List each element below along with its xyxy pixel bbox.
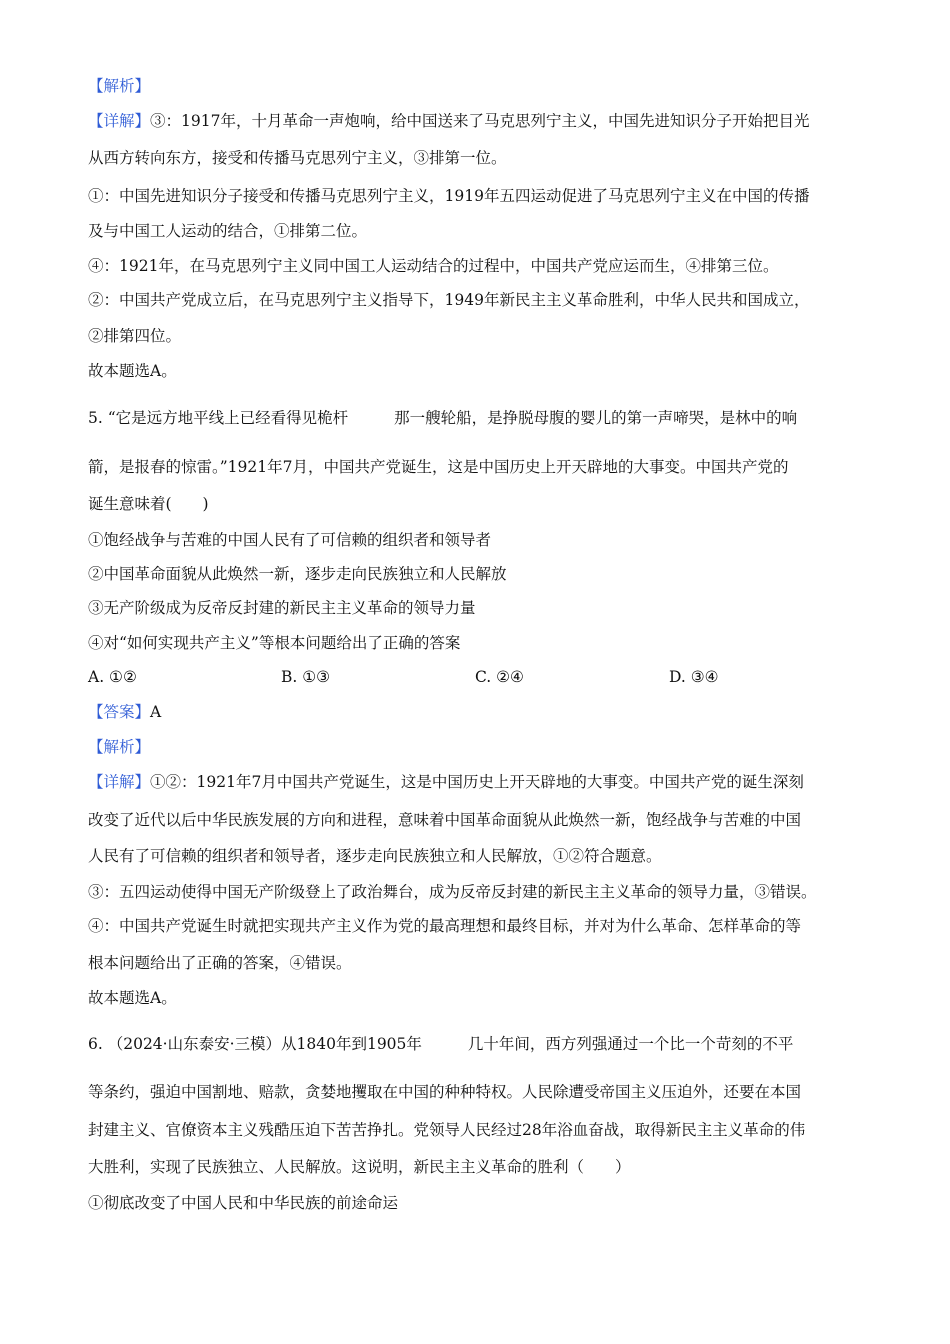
q5-item-3: ③无产阶级成为反帝反封建的新民主主义革命的领导力量 [88, 599, 476, 617]
q5-conclusion: 故本题选A。 [88, 989, 177, 1007]
q5-stem-line-2: 箭，是报春的惊雷。”1921年7月，中国共产党诞生，这是中国历史上开天辟地的大事变。中国共产党的 [88, 458, 789, 476]
q6-stem-line-4: 大胜利，实现了民族独立、人民解放。这说明，新民主主义革命的胜利（ ） [88, 1158, 631, 1176]
q5-answer: 【答案】A [88, 703, 162, 721]
q5-option-d: D. ③④ [669, 668, 719, 686]
q4-detail-line-7: ②排第四位。 [88, 327, 182, 345]
q6-stem-line-2: 等条约，强迫中国割地、赔款，贪婪地攫取在中国的种种特权。人民除遭受帝国主义压迫外，还要在本国 [88, 1083, 802, 1101]
detail-label: 【详解】 [88, 112, 151, 130]
q5-detail-line-1: 【详解】①②：1921年7月中国共产党诞生，这是中国历史上开天辟地的大事变。中国共产党的诞生深刻 [88, 773, 804, 791]
q5-option-a: A. ①② [88, 668, 137, 686]
q5-detail-line-3: 人民有了可信赖的组织者和领导者，逐步走向民族独立和人民解放，①②符合题意。 [88, 847, 662, 865]
q4-detail-line-3: ①：中国先进知识分子接受和传播马克思列宁主义，1919年五四运动促进了马克思列宁主义在中国的传播 [88, 187, 810, 205]
q6-item-1: ①彻底改变了中国人民和中华民族的前途命运 [88, 1194, 399, 1212]
q5-detail-line-4: ③：五四运动使得中国无产阶级登上了政治舞台，成为反帝反封建的新民主主义革命的领导力量，③错误。 [88, 883, 817, 901]
q5-item-2: ②中国革命面貌从此焕然一新，逐步走向民族独立和人民解放 [88, 565, 507, 583]
analysis-label: 【解析】 [88, 738, 151, 756]
q5-stem-line-1: 5. “它是远方地平线上已经看得见桅杆 那一艘轮船，是挣脱母腹的婴儿的第一声啼哭，是林中的响 [88, 409, 798, 427]
detail-label: 【详解】 [88, 773, 151, 791]
q5-detail-line-5: ④：中国共产党诞生时就把实现共产主义作为党的最高理想和最终目标，并对为什么革命、怎样革命的等 [88, 917, 802, 935]
q4-detail-line-1: 【详解】③：1917年，十月革命一声炮响，给中国送来了马克思列宁主义，中国先进知识分子开始把目光 [88, 112, 810, 130]
q5-detail-line-2: 改变了近代以后中华民族发展的方向和进程，意味着中国革命面貌从此焕然一新，饱经战争与苦难的中国 [88, 811, 802, 829]
q5-detail-line-6: 根本问题给出了正确的答案，④错误。 [88, 954, 352, 972]
q5-item-1: ①饱经战争与苦难的中国人民有了可信赖的组织者和领导者 [88, 531, 492, 549]
q5-option-b: B. ①③ [281, 668, 331, 686]
q4-detail-line-2: 从西方转向东方，接受和传播马克思列宁主义，③排第一位。 [88, 149, 507, 167]
q4-detail-line-6: ②：中国共产党成立后，在马克思列宁主义指导下，1949年新民主主义革命胜利，中华人民共和国成立， [88, 291, 810, 309]
q5-option-c: C. ②④ [475, 668, 524, 686]
q6-stem-line-1: 6. （2024·山东泰安·三模）从1840年到1905年 几十年间，西方列强通过一个比一个苛刻的不平 [88, 1035, 794, 1053]
q5-item-4: ④对“如何实现共产主义”等根本问题给出了正确的答案 [88, 634, 461, 652]
q6-stem-line-3: 封建主义、官僚资本主义残酷压迫下苦苦挣扎。党领导人民经过28年浴血奋战，取得新民主主义革命的伟 [88, 1121, 806, 1139]
answer-label: 【答案】 [88, 703, 151, 721]
q5-stem-line-3: 诞生意味着( ) [88, 495, 209, 513]
q4-conclusion: 故本题选A。 [88, 362, 177, 380]
q4-detail-line-4: 及与中国工人运动的结合，①排第二位。 [88, 222, 368, 240]
q4-detail-line-5: ④：1921年，在马克思列宁主义同中国工人运动结合的过程中，中国共产党应运而生，④排第三位。 [88, 257, 779, 275]
analysis-label: 【解析】 [88, 77, 151, 95]
